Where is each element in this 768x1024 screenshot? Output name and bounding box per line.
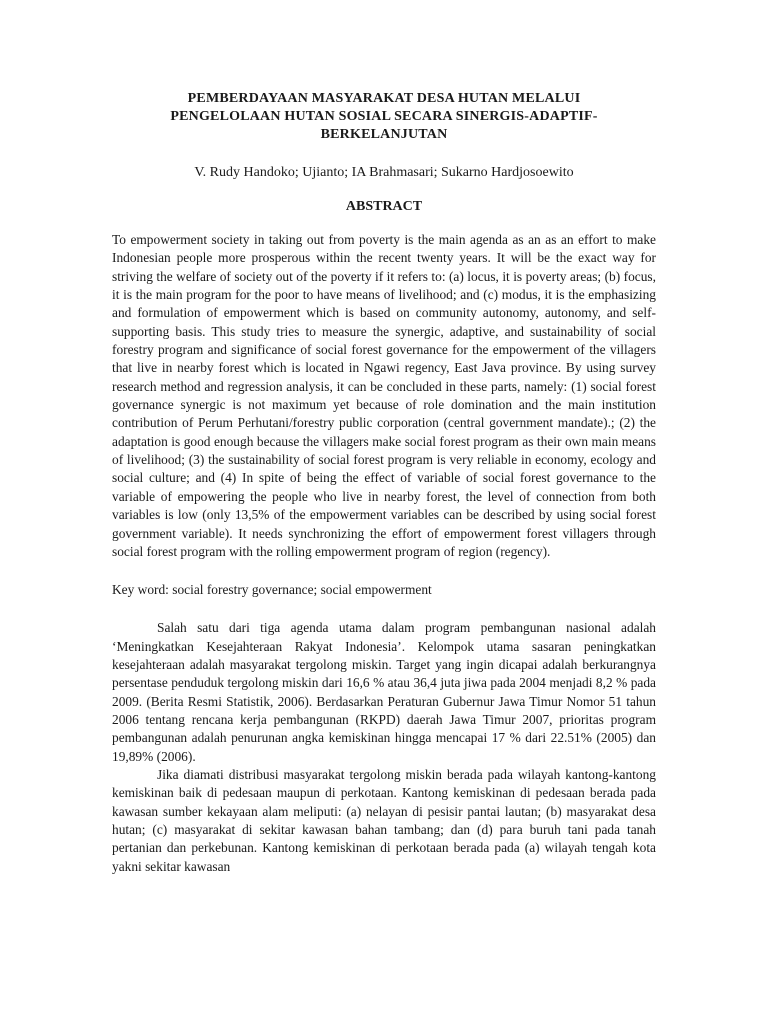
author-list: V. Rudy Handoko; Ujianto; IA Brahmasari; Sukarno Hardjosoewito	[194, 165, 574, 180]
abstract-paragraph: To empowerment society in taking out from poverty is the main agenda as an as an effort to make Indonesian people more prosperous within the recent twenty years. It will be the exact way for striving the welfare of society out of the poverty if it refers to: (a) locus, it is poverty areas; (b) focus, it is the main program for the poor to have means of livelihood; and (c) modus, it is the emphasizing and formulation of empowerment which is based on community autonomy, autonomy, and self-supporting basis. This study tries to measure the synergic, adaptive, and sustainability of social forestry program and significance of social forest governance for the empowerment of the villagers that live in nearby forest which is located in Ngawi regency, East Java province. By using survey research method and regression analysis, it can be concluded in these parts, namely: (1) social forest governance synergic is not maximum yet because of role domination and the main institution contribution of Perum Perhutani/forestry public corporation (central government mandate).; (2) the adaptation is good enough because the villagers make social forest program as their own main means of livelihood; (3) the sustainability of social forest program is very reliable in economy, ecology and social culture; and (4) In spite of being the effect of variable of social forest governance to the variable of empowering the people who live in nearby forest, the level of connection from both variables is low (only 13,5% of the empowerment variables can be described by using social forest government variable). It needs synchronizing the effort of empowerment forest villagers through social forest program with the rolling empowerment program of region (regency).	[112, 232, 656, 559]
paper-page	[112, 90, 656, 876]
abstract-heading: ABSTRACT	[345, 199, 423, 214]
title-line: BERKELANJUTAN	[320, 127, 448, 142]
title-line: PENGELOLAAN HUTAN SOSIAL SECARA SINERGIS-ADAPTIF-	[170, 109, 598, 124]
body-paragraph: Salah satu dari tiga agenda utama dalam program pembangunan nasional adalah ‘Meningkatkan Kesejahteraan Rakyat Indonesia’. Kelompok utama sasaran peningkatkan kesejahteraan adalah masyarakat tergolong miskin. Target yang ingin dicapai adalah berkurangnya persentase penduduk tergolong miskin dari 16,6 % atau 36,4 juta jiwa pada 2004 menjadi 8,2 % pada 2009. (Berita Resmi Statistik, 2006). Berdasarkan Peraturan Gubernur Jawa Timur Nomor 51 tahun 2006 tentang rencana kerja pembangunan (RKPD) daerah Jawa Timur 2007, prioritas program pembangunan adalah penurunan angka kemiskinan hingga mencapai 17 % dari 22.51% (2005) dan 19,89% (2006).	[112, 620, 656, 764]
title-line: PEMBERDAYAAN MASYARAKAT DESA HUTAN MELALUI	[187, 91, 581, 106]
body-paragraph: Jika diamati distribusi masyarakat tergolong miskin berada pada wilayah kantong-kantong kemiskinan baik di pedesaan maupun di perkotaan. Kantong kemiskinan di pedesaan berada pada kawasan sumber kekayaan alam meliputi: (a) nelayan di pesisir pantai lautan; (b) masyarakat desa hutan; (c) masyarakat di sekitar kawasan bahan tambang; dan (d) para buruh tani pada tanah pertanian dan perkebunan. Kantong kemiskinan di perkotaan berada pada (a) wilayah tengah kota yakni sekitar kawasan	[112, 766, 656, 874]
paper-title	[112, 90, 656, 144]
keywords-line: Key word: social forestry governance; social empowerment	[112, 582, 432, 598]
